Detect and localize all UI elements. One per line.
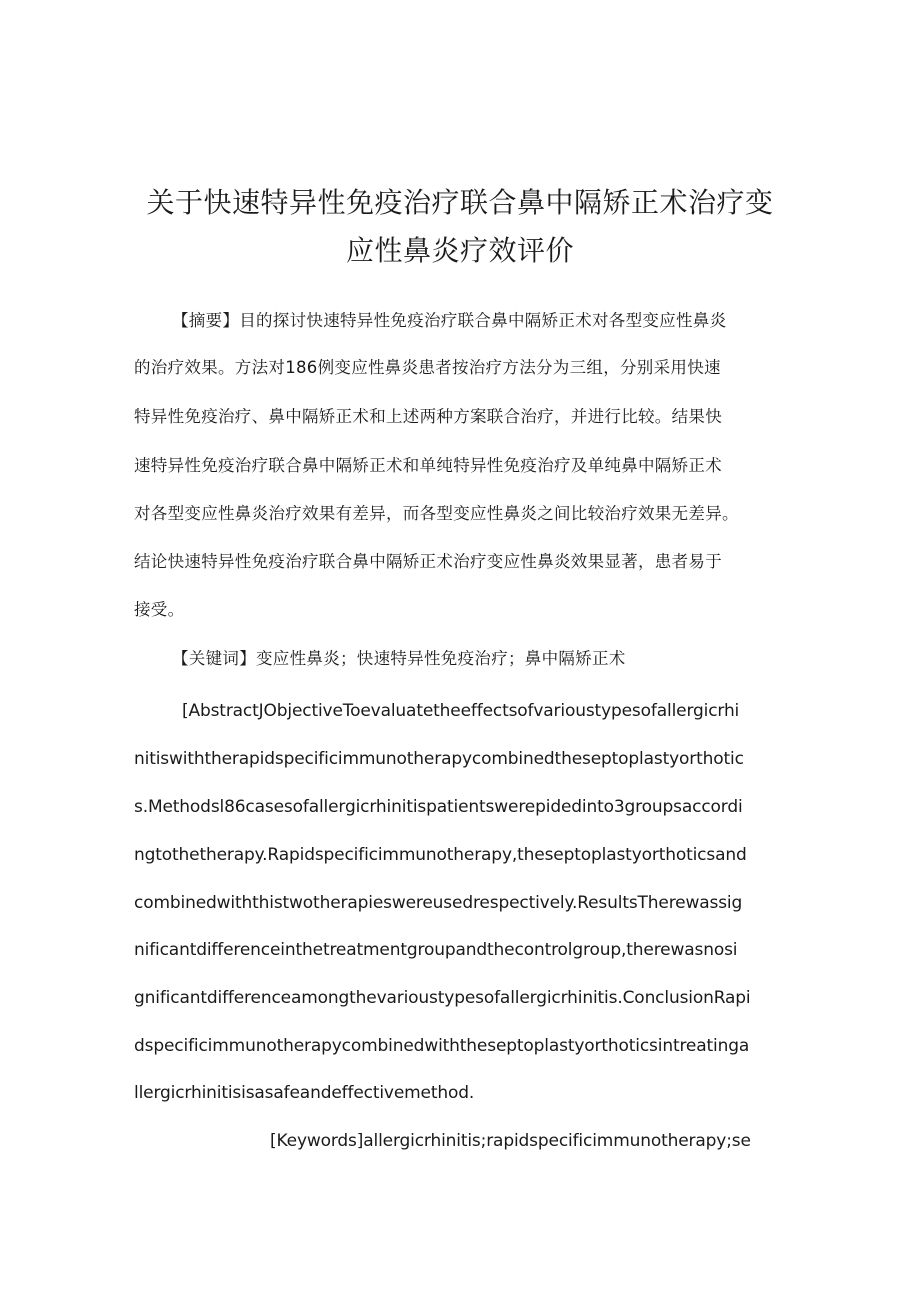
abstract-en-line: llergicrhinitisisasafeandeffectivemethod. xyxy=(134,1083,475,1103)
title-line-2: 应性鼻炎疗效评价 xyxy=(345,234,574,267)
abstract-zh-line: 的治疗效果。方法对186例变应性鼻炎患者按治疗方法分为三组，分别采用快速 xyxy=(134,358,721,377)
abstract-en-line: gnificantdifferenceamongthevarioustypesofallergicrhinitis.ConclusionRapi xyxy=(134,988,751,1008)
abstract-en-line: [AbstractJObjectiveToevaluatetheeffectsofvarioustypesofallergicrhi xyxy=(182,701,740,721)
abstract-en-line: nitiswiththerapidspecificimmunotherapycombinedtheseptoplastyorthotic xyxy=(134,749,744,769)
abstract-en-line: ngtothetherapy.Rapidspecificimmunotherapy,theseptoplastyorthoticsand xyxy=(134,845,747,865)
abstract-zh-line: 【摘要】目的探讨快速特异性免疫治疗联合鼻中隔矫正术对各型变应性鼻炎 xyxy=(172,311,727,330)
keywords-zh: 【关键词】变应性鼻炎；快速特异性免疫治疗；鼻中隔矫正术 xyxy=(172,649,626,668)
abstract-zh-line: 速特异性免疫治疗联合鼻中隔矫正术和单纯特异性免疫治疗及单纯鼻中隔矫正术 xyxy=(134,456,722,475)
abstract-zh-line: 特异性免疫治疗、鼻中隔矫正术和上述两种方案联合治疗，并进行比较。结果快 xyxy=(134,407,722,426)
title-line-1: 关于快速特异性免疫治疗联合鼻中隔矫正术治疗变 xyxy=(146,186,774,219)
abstract-zh-line: 结论快速特异性免疫治疗联合鼻中隔矫正术治疗变应性鼻炎效果显著，患者易于 xyxy=(134,552,722,571)
abstract-zh-line: 对各型变应性鼻炎治疗效果有差异，而各型变应性鼻炎之间比较治疗效果无差异。 xyxy=(134,504,739,523)
abstract-en-line: combinedwiththistwotherapieswereusedrespectively.ResultsTherewassig xyxy=(134,893,743,913)
abstract-en-line: s.Methodsl86casesofallergicrhinitispatientswerepidedinto3groupsaccordi xyxy=(134,797,743,817)
abstract-en-line: nificantdifferenceinthetreatmentgroupandthecontrolgroup,therewasnosi xyxy=(134,940,738,960)
abstract-en-line: dspecificimmunotherapycombinedwiththeseptoplastyorthoticsintreatinga xyxy=(134,1036,750,1056)
abstract-zh-line: 接受。 xyxy=(134,600,185,619)
keywords-en: [Keywords]allergicrhinitis;rapidspecificimmunotherapy;se xyxy=(270,1131,751,1151)
